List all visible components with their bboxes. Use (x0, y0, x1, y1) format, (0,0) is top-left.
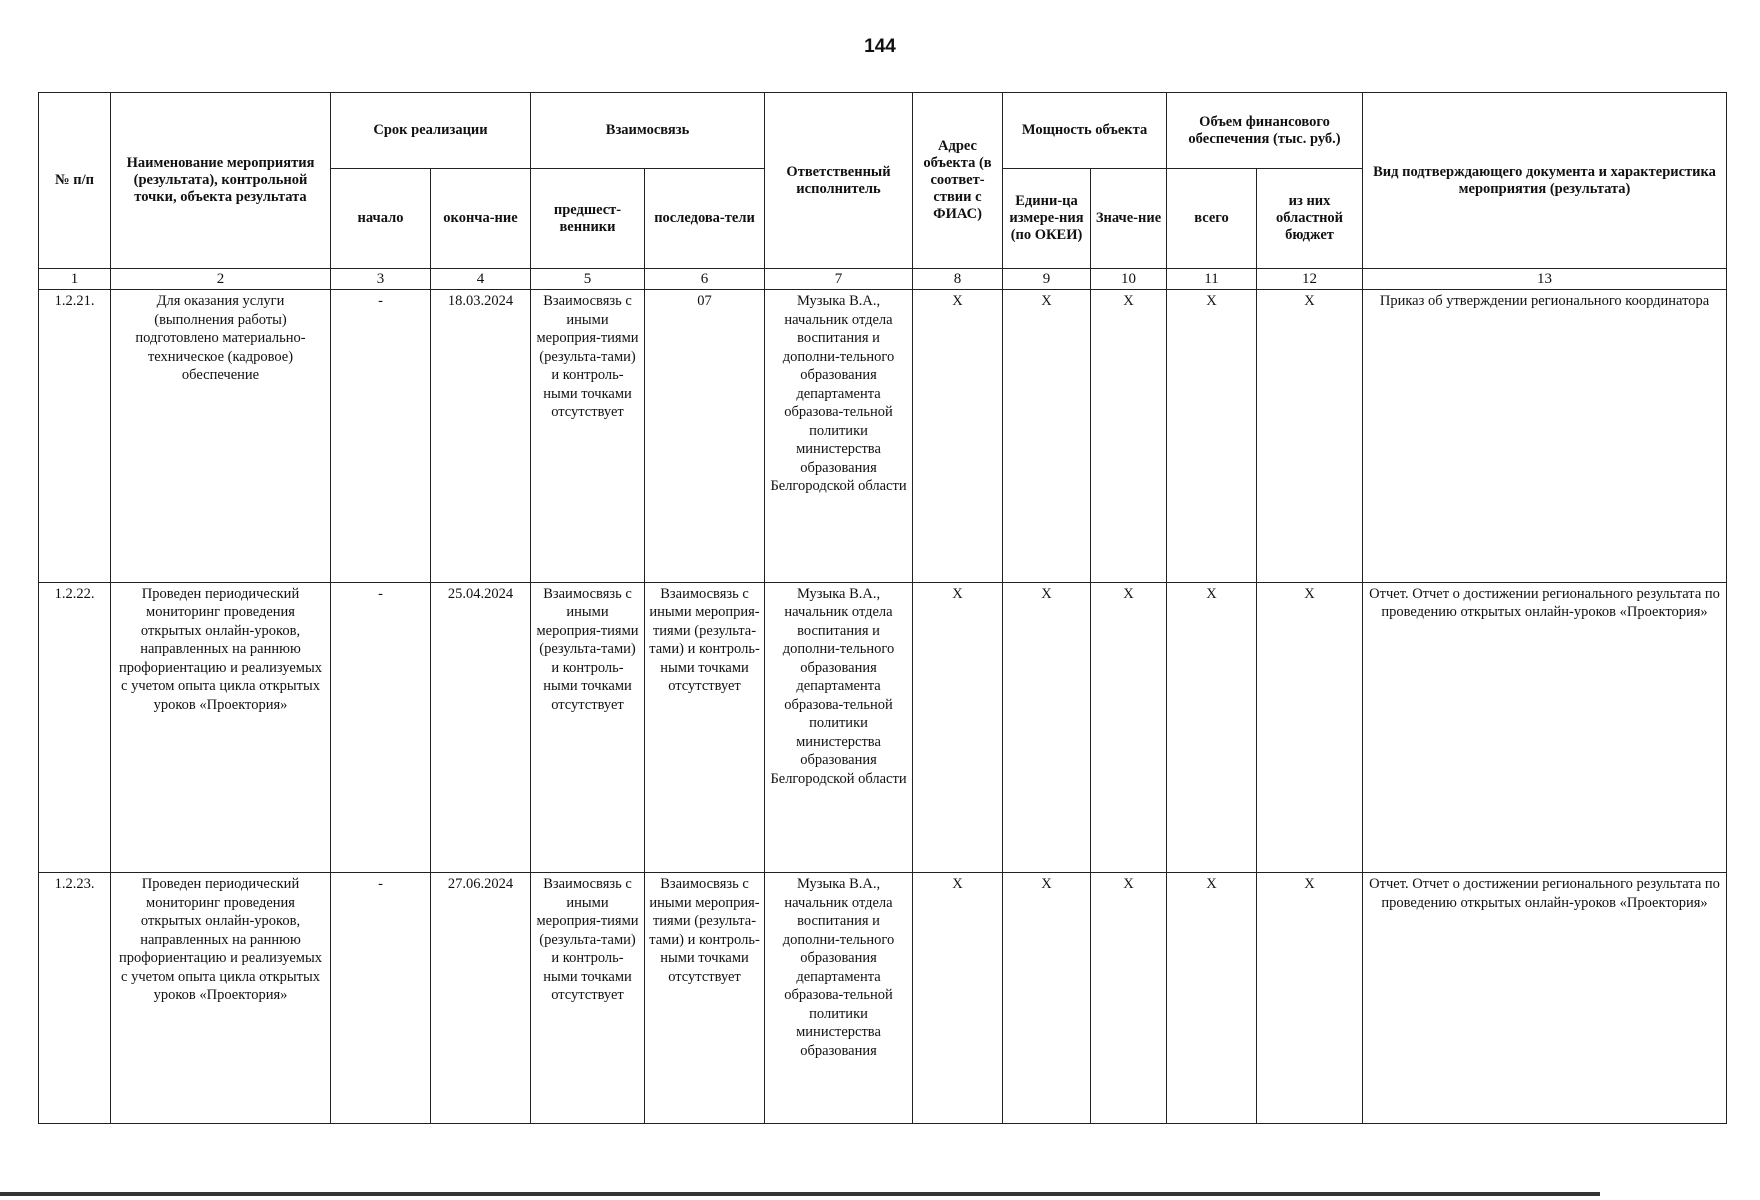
row-number: 1.2.22. (39, 582, 111, 873)
column-number: 9 (1003, 269, 1091, 290)
column-number: 5 (531, 269, 645, 290)
header-term-end: оконча-ние (431, 169, 531, 269)
row-finance-regional: X (1257, 582, 1363, 873)
page-number: 144 (864, 36, 896, 57)
row-successors: Взаимосвязь с иными мероприя-тиями (результа-тами) и контроль-ными точками отсутствует (645, 873, 765, 1124)
row-predecessors: Взаимосвязь с иными мероприя-тиями (результа-тами) и контроль-ными точками отсутствует (531, 290, 645, 583)
row-address: X (913, 582, 1003, 873)
column-number: 12 (1257, 269, 1363, 290)
header-link: Взаимосвязь (531, 93, 765, 169)
header-capacity-value: Значе-ние (1091, 169, 1167, 269)
row-end: 27.06.2024 (431, 873, 531, 1124)
row-value: X (1091, 582, 1167, 873)
activity-plan-table (38, 92, 1727, 1124)
row-number: 1.2.21. (39, 290, 111, 583)
row-finance-total: X (1167, 873, 1257, 1124)
column-number: 8 (913, 269, 1003, 290)
row-name: Проведен периодический мониторинг проведения открытых онлайн-уроков, направленных на раннюю профориентацию и реализуемых с учетом опыта цикла открытых уроков «Проектория» (111, 582, 331, 873)
row-finance-total: X (1167, 582, 1257, 873)
table-row (39, 873, 1727, 1124)
header-row-1 (39, 93, 1727, 169)
column-number: 1 (39, 269, 111, 290)
header-term: Срок реализации (331, 93, 531, 169)
column-number: 3 (331, 269, 431, 290)
row-successors: 07 (645, 290, 765, 583)
header-finance: Объем финансового обеспечения (тыс. руб.) (1167, 93, 1363, 169)
row-unit: X (1003, 582, 1091, 873)
row-responsible: Музыка В.А., начальник отдела воспитания и дополни-тельного образования департамента образова-тельной политики министерства образования Белгородской области (765, 290, 913, 583)
row-successors: Взаимосвязь с иными мероприя-тиями (результа-тами) и контроль-ными точками отсутствует (645, 582, 765, 873)
row-start: - (331, 873, 431, 1124)
row-address: X (913, 290, 1003, 583)
header-capacity-unit: Едини-ца измере-ния (по ОКЕИ) (1003, 169, 1091, 269)
column-number: 13 (1363, 269, 1727, 290)
row-start: - (331, 582, 431, 873)
row-finance-regional: X (1257, 873, 1363, 1124)
column-number: 2 (111, 269, 331, 290)
row-start: - (331, 290, 431, 583)
header-capacity: Мощность объекта (1003, 93, 1167, 169)
column-number-row (39, 269, 1727, 290)
row-document: Приказ об утверждении регионального координатора (1363, 290, 1727, 583)
header-term-start: начало (331, 169, 431, 269)
row-value: X (1091, 873, 1167, 1124)
row-document: Отчет. Отчет о достижении регионального результата по проведению открытых онлайн-уроков «Проектория» (1363, 873, 1727, 1124)
row-name: Для оказания услуги (выполнения работы) подготовлено материально-техническое (кадровое) обеспечение (111, 290, 331, 583)
header-link-prev: предшест-венники (531, 169, 645, 269)
row-name: Проведен периодический мониторинг проведения открытых онлайн-уроков, направленных на раннюю профориентацию и реализуемых с учетом опыта цикла открытых уроков «Проектория» (111, 873, 331, 1124)
column-number: 7 (765, 269, 913, 290)
column-number: 10 (1091, 269, 1167, 290)
row-document: Отчет. Отчет о достижении регионального результата по проведению открытых онлайн-уроков «Проектория» (1363, 582, 1727, 873)
row-unit: X (1003, 873, 1091, 1124)
row-end: 18.03.2024 (431, 290, 531, 583)
row-address: X (913, 873, 1003, 1124)
row-responsible: Музыка В.А., начальник отдела воспитания и дополни-тельного образования департамента образова-тельной политики министерства образования (765, 873, 913, 1124)
table-row (39, 290, 1727, 583)
header-name: Наименование мероприятия (результата), контрольной точки, объекта результата (111, 93, 331, 269)
row-finance-regional: X (1257, 290, 1363, 583)
table-row (39, 582, 1727, 873)
row-unit: X (1003, 290, 1091, 583)
row-predecessors: Взаимосвязь с иными мероприя-тиями (результа-тами) и контроль-ными точками отсутствует (531, 582, 645, 873)
header-responsible: Ответственный исполнитель (765, 93, 913, 269)
column-number: 6 (645, 269, 765, 290)
header-finance-regional: из них областной бюджет (1257, 169, 1363, 269)
row-end: 25.04.2024 (431, 582, 531, 873)
header-address: Адрес объекта (в соответ-ствии с ФИАС) (913, 93, 1003, 269)
column-number: 11 (1167, 269, 1257, 290)
row-number: 1.2.23. (39, 873, 111, 1124)
row-value: X (1091, 290, 1167, 583)
page-bottom-rule (0, 1192, 1600, 1196)
row-predecessors: Взаимосвязь с иными мероприя-тиями (результа-тами) и контроль-ными точками отсутствует (531, 873, 645, 1124)
row-responsible: Музыка В.А., начальник отдела воспитания и дополни-тельного образования департамента образова-тельной политики министерства образования Белгородской области (765, 582, 913, 873)
header-doc: Вид подтверждающего документа и характеристика мероприятия (результата) (1363, 93, 1727, 269)
header-link-next: последова-тели (645, 169, 765, 269)
row-finance-total: X (1167, 290, 1257, 583)
column-number: 4 (431, 269, 531, 290)
header-no: № п/п (39, 93, 111, 269)
header-finance-total: всего (1167, 169, 1257, 269)
